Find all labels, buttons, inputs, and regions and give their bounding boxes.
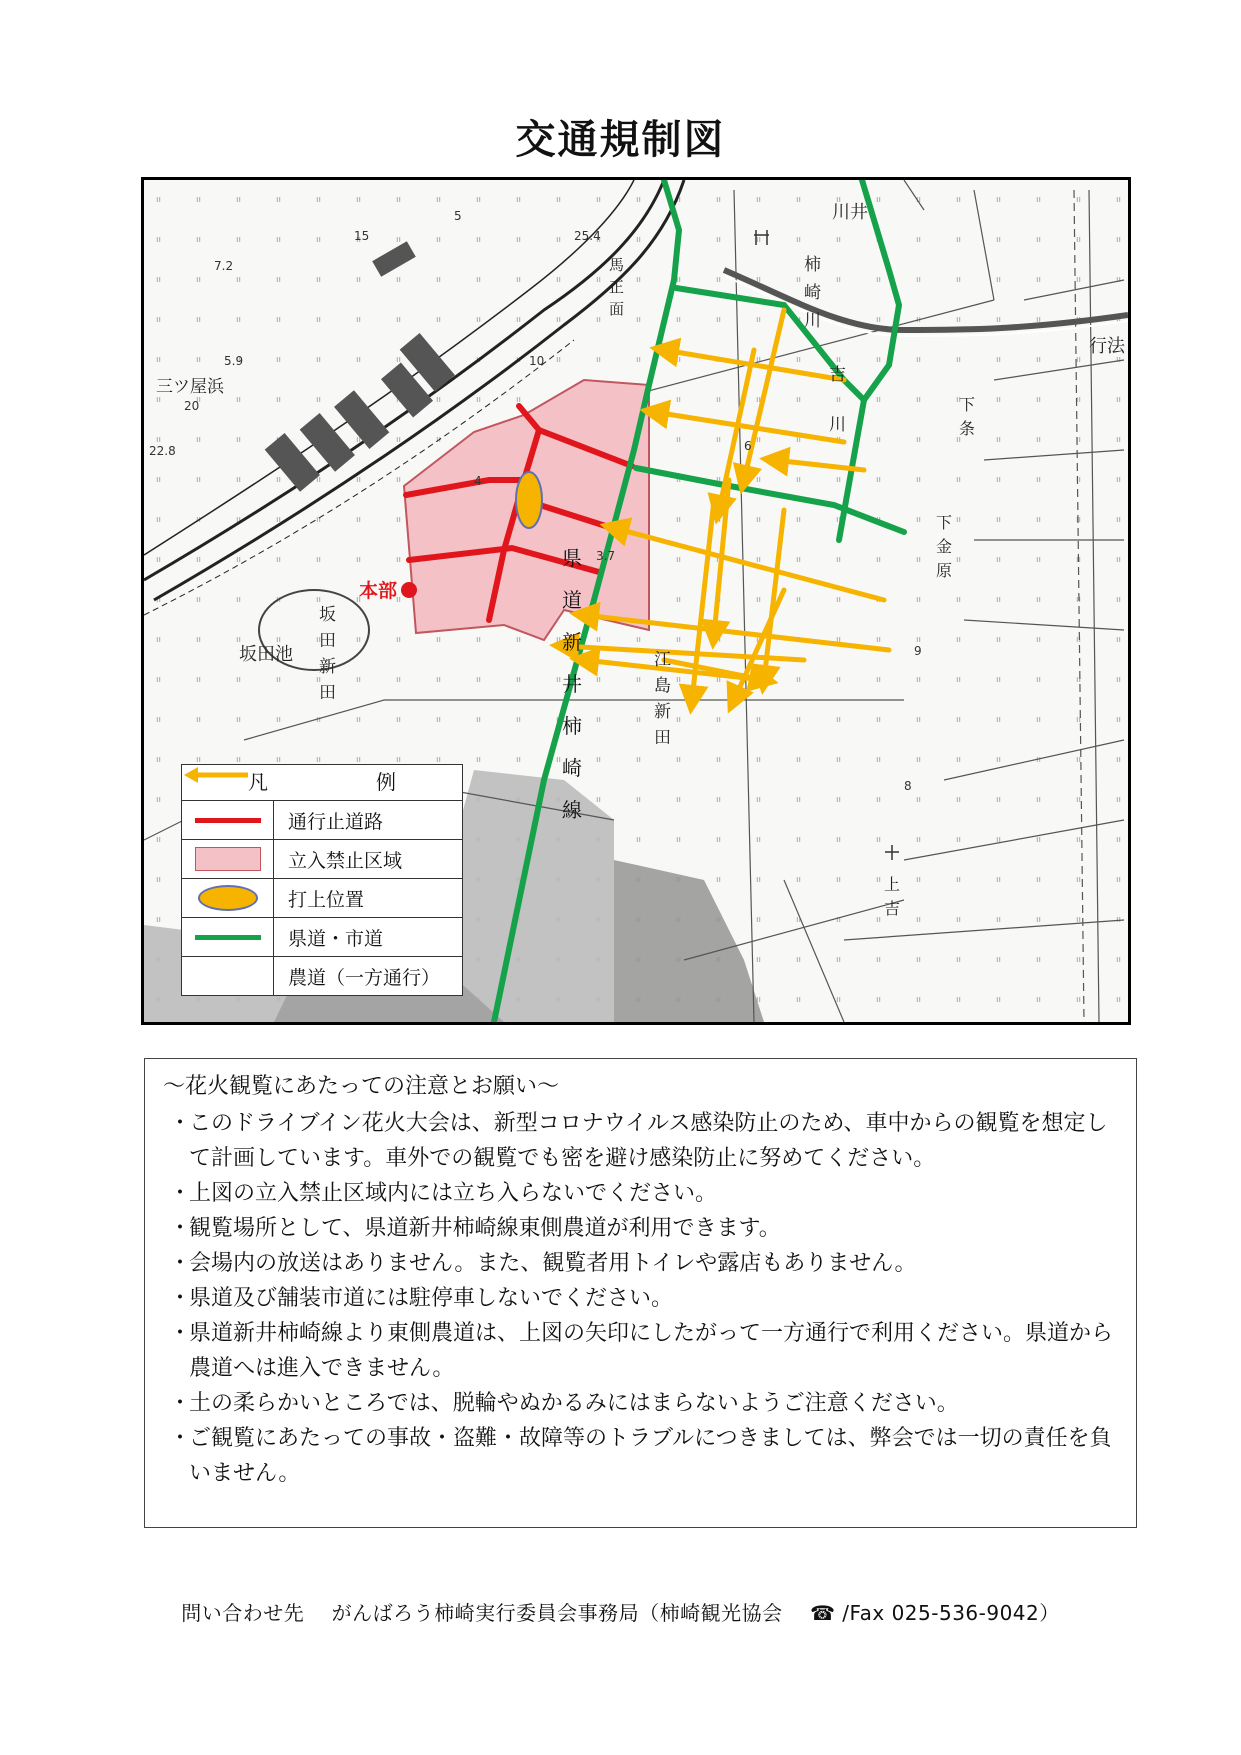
list-item: ・ 会場内の放送はありません。また、観覧者用トイレや露店もありません。	[163, 1246, 1118, 1281]
legend-heading: 凡 例	[182, 765, 462, 801]
legend-row-restricted-area	[182, 840, 462, 879]
list-item: ・ 上図の立入禁止区域内には立ち入らないでください。	[163, 1176, 1118, 1211]
spot-height-label: 25.4	[574, 229, 601, 243]
legend-label: 打上位置	[288, 888, 365, 911]
legend-row-farm-road	[182, 957, 462, 995]
sakata-shinden-char: 田	[319, 683, 336, 703]
ejima-shinden-char: 江	[654, 650, 671, 670]
legend-label: 通行止道路	[288, 810, 384, 833]
spot-height-label: 4	[474, 474, 482, 488]
spot-height-label: 6	[744, 439, 752, 453]
sakata-shinden-char: 坂	[319, 605, 336, 625]
notes-box	[144, 1058, 1137, 1528]
kamiyoshi-char: 吉	[884, 899, 901, 918]
list-item: ・ ご観覧にあたっての事故・盗難・故障等のトラブルにつきましては、弊会では一切の責任を負いません。	[163, 1421, 1118, 1491]
mitsuyahama-label: 三ツ屋浜	[156, 377, 224, 397]
legend-label: 農道（一方通行）	[288, 966, 441, 989]
prefectural-road-swatch	[195, 935, 261, 940]
kawai-label: 川井	[832, 202, 868, 223]
umashoumen-char: 面	[609, 300, 625, 318]
list-item: ・ 観覧場所として、県道新井柿崎線東側農道が利用できます。	[163, 1211, 1118, 1246]
umashoumen-char: 馬	[609, 256, 625, 274]
legend-label: 立入禁止区域	[288, 849, 403, 872]
notes-list	[163, 1106, 1118, 1491]
spot-height-label: 7.2	[214, 259, 234, 273]
legend-row-prefectural-road	[182, 918, 462, 957]
closed-road-swatch	[195, 818, 261, 823]
page-title: 交通規制図	[515, 117, 726, 163]
kanehara-char: 金	[936, 537, 953, 556]
list-item: ・ 県道及び舗装市道には駐停車しないでください。	[163, 1281, 1118, 1316]
kakizaki-river-char: 柿	[804, 255, 821, 275]
umashoumen-char: 正	[609, 278, 625, 296]
kakizaki-river-char: 川	[804, 311, 821, 331]
gyoho-label: 行法	[1089, 336, 1125, 357]
spot-height-label: 5.9	[224, 354, 244, 368]
legend-row-launch-site	[182, 879, 462, 918]
spot-height-label: 3.7	[596, 549, 616, 563]
farm-road-arrow-icon	[182, 765, 252, 785]
launch-site-swatch	[198, 885, 258, 911]
sakata-shinden-char: 田	[319, 631, 336, 651]
restricted-area-swatch	[195, 847, 261, 871]
road-vertical-char: 県	[562, 546, 582, 570]
list-item: ・ 県道新井柿崎線より東側農道は、上図の矢印にしたがって一方通行で利用ください。県道から農道へは進入できません。	[163, 1316, 1118, 1386]
traffic-map	[141, 177, 1131, 1025]
shimojo-char: 条	[959, 419, 976, 438]
yoshikawa-char: 吉	[829, 365, 846, 385]
legend-label: 県道・市道	[288, 927, 384, 950]
hq-label: 本部	[359, 580, 398, 602]
road-vertical-char: 柿	[562, 714, 582, 738]
road-vertical-char: 道	[562, 588, 582, 612]
kakizaki-river-char: 崎	[804, 283, 821, 303]
kamiyoshi-char: 上	[884, 875, 901, 894]
spot-height-label: 22.8	[149, 444, 176, 458]
spot-height-label: 8	[904, 779, 912, 793]
spot-height-label: 10	[529, 354, 545, 368]
spot-height-label: 20	[184, 399, 200, 413]
launch-site	[516, 472, 542, 528]
spot-height-label: 15	[354, 229, 370, 243]
road-vertical-char: 崎	[562, 756, 582, 780]
hq-marker	[401, 582, 417, 598]
shimojo-char: 下	[959, 395, 976, 414]
legend	[181, 764, 463, 996]
contact-label: 問い合わせ先	[181, 1601, 305, 1625]
spot-height-label: 9	[914, 644, 922, 658]
list-item: ・ このドライブイン花火大会は、新型コロナウイルス感染防止のため、車中からの観覧を想定して計画しています。車外での観覧でも密を避け感染防止に努めてください。	[163, 1106, 1118, 1176]
ejima-shinden-char: 新	[654, 702, 671, 722]
contact-line	[0, 1597, 1241, 1626]
road-vertical-char: 線	[562, 798, 582, 822]
ejima-shinden-char: 田	[654, 728, 671, 748]
contact-number: /Fax 025-536-9042）	[842, 1601, 1060, 1625]
kanehara-char: 下	[936, 513, 953, 532]
road-vertical-char: 井	[562, 672, 582, 696]
ejima-shinden-char: 島	[654, 676, 671, 696]
notes-heading: ～花火観覧にあたっての注意とお願い～	[163, 1074, 560, 1099]
list-item: ・ 土の柔らかいところでは、脱輪やぬかるみにはまらないようご注意ください。	[163, 1386, 1118, 1421]
legend-row-closed-road	[182, 801, 462, 840]
yoshikawa-char: 川	[829, 415, 846, 435]
phone-icon: ☎	[809, 1601, 836, 1625]
sakata-shinden-char: 新	[319, 657, 336, 677]
kanehara-char: 原	[936, 561, 953, 580]
road-vertical-char: 新	[562, 630, 582, 654]
contact-org: がんばろう柿崎実行委員会事務局（柿崎観光協会	[331, 1601, 783, 1625]
spot-height-label: 5	[454, 209, 462, 223]
sakata-pond-label: 坂田池	[239, 644, 293, 665]
